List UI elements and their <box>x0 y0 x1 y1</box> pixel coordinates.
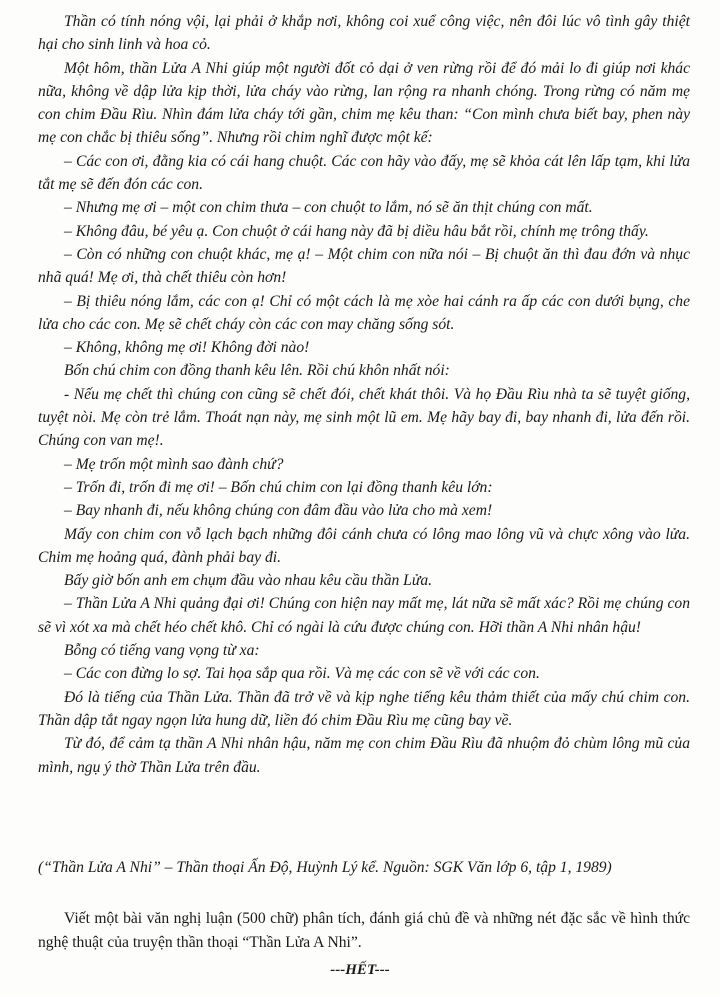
end-mark: ---HẾT--- <box>330 962 390 978</box>
dialogue-line: – Các con ơi, đằng kia có cái hang chuột. Các con hãy vào đấy, mẹ sẽ khỏa cát lên lấp tạm, khi lửa tắt mẹ sẽ đến đón các con. <box>38 152 690 194</box>
story-paragraph: Đó là tiếng của Thần Lửa. Thần đã trở về và kịp nghe tiếng kêu thảm thiết của mấy chú chim con. Thần dập tắt ngay ngọn lửa hung dữ, liền đó chim Đầu Rìu mẹ cũng bay về. <box>38 688 690 729</box>
dialogue-line: – Mẹ trốn một mình sao đành chứ? <box>64 455 284 473</box>
story-paragraph: Mấy con chim con vỗ lạch bạch những đôi cánh chưa có lông mao lông vũ và chực xông vào lửa. Chim mẹ hoảng quá, đành phải bay đi. <box>38 525 690 566</box>
story-paragraph: Thần có tính nóng vội, lại phải ở khắp nơi, không coi xuể công việc, nên đôi lúc vô tình gây thiệt hại cho sinh linh và hoa cỏ. <box>38 13 690 54</box>
dialogue-line: – Nhưng mẹ ơi – một con chim thưa – con chuột to lắm, nó sẽ ăn thịt chúng con mất. <box>64 199 593 217</box>
dialogue-line: – Bay nhanh đi, nếu không chúng con đâm đầu vào lửa cho mà xem! <box>64 502 493 520</box>
essay-question <box>38 907 690 955</box>
dialogue-line: – Thần Lửa A Nhi quảng đại ơi! Chúng con hiện nay mất mẹ, lát nữa sẽ mất xác? Rồi mẹ chúng con sẽ vì xót xa mà chết héo chết khô. Chỉ có ngài là cứu được chúng con. Hỡi thần A Nhi nhân hậu! <box>38 595 690 636</box>
dialogue-line: – Các con đừng lo sợ. Tai họa sắp qua rồi. Và mẹ các con sẽ về với các con. <box>64 665 540 683</box>
dialogue-line: – Trốn đi, trốn đi mẹ ơi! – Bốn chú chim con lại đồng thanh kêu lớn: <box>64 478 493 496</box>
story-paragraph: Từ đó, để cảm tạ thần A Nhi nhân hậu, năm mẹ con chim Đầu Rìu đã nhuộm đỏ chùm lông mũ của mình, ngụ ý thờ Thần Lửa trên đầu. <box>38 735 690 776</box>
story-paragraph: Bỗng có tiếng vang vọng từ xa: <box>64 642 260 660</box>
dialogue-line: - Nếu mẹ chết thì chúng con cũng sẽ chết đói, chết khát thôi. Và họ Đầu Rìu nhà ta sẽ tuyệt giống, tuyệt nòi. Mẹ còn trẻ lắm. Thoát nạn này, mẹ sinh một lũ em. Mẹ hãy bay đi, bay nhanh đi, lửa đến rồi. Chúng con van mẹ!. <box>38 385 690 450</box>
story-paragraph: Bấy giờ bốn anh em chụm đầu vào nhau kêu cầu thần Lửa. <box>64 572 433 590</box>
story-text <box>38 10 690 779</box>
dialogue-line: – Không đâu, bé yêu ạ. Con chuột ở cái hang này đã bị diều hâu bắt rồi, chính mẹ trông thấy. <box>64 222 649 240</box>
essay-question-text: Viết một bài văn nghị luận (500 chữ) phân tích, đánh giá chủ đề và những nét đặc sắc về hình thức nghệ thuật của truyện thần thoại “Thần Lửa A Nhi”. <box>38 910 690 951</box>
story-paragraph: Một hôm, thần Lửa A Nhi giúp một người đốt cỏ dại ở ven rừng rồi để đó mải lo đi giúp nơi khác nữa, không về dập lửa kịp thời, lửa cháy vào rừng, lan rộng ra nhanh chóng. Trong rừng có năm mẹ con chim Đầu Rìu. Nhìn đám lửa cháy tới gần, chim mẹ kêu than: “Con mình chưa biết bay, phen này mẹ con chắc bị thiêu sống”. Nhưng rồi chim nghĩ được một kế: <box>38 59 690 147</box>
dialogue-line: – Không, không mẹ ơi! Không đời nào! <box>64 339 310 357</box>
dialogue-line: – Bị thiêu nóng lắm, các con ạ! Chỉ có một cách là mẹ xòe hai cánh ra ấp các con dưới bụng, che lửa cho các con. Mẹ sẽ chết cháy còn các con may chăng sống sót. <box>38 292 690 333</box>
dialogue-line: – Còn có những con chuột khác, mẹ ạ! – Một chim con nữa nói – Bị chuột ăn thì đau đớn và nhục nhã quá! Mẹ ơi, thà chết thiêu còn hơn! <box>38 245 690 287</box>
story-source-citation: (“Thần Lửa A Nhi” – Thần thoại Ấn Độ, Huỳnh Lý kể. Nguồn: SGK Văn lớp 6, tập 1, 1989) <box>38 859 612 876</box>
story-paragraph: Bốn chú chim con đồng thanh kêu lên. Rồi chú khôn nhất nói: <box>64 362 450 380</box>
